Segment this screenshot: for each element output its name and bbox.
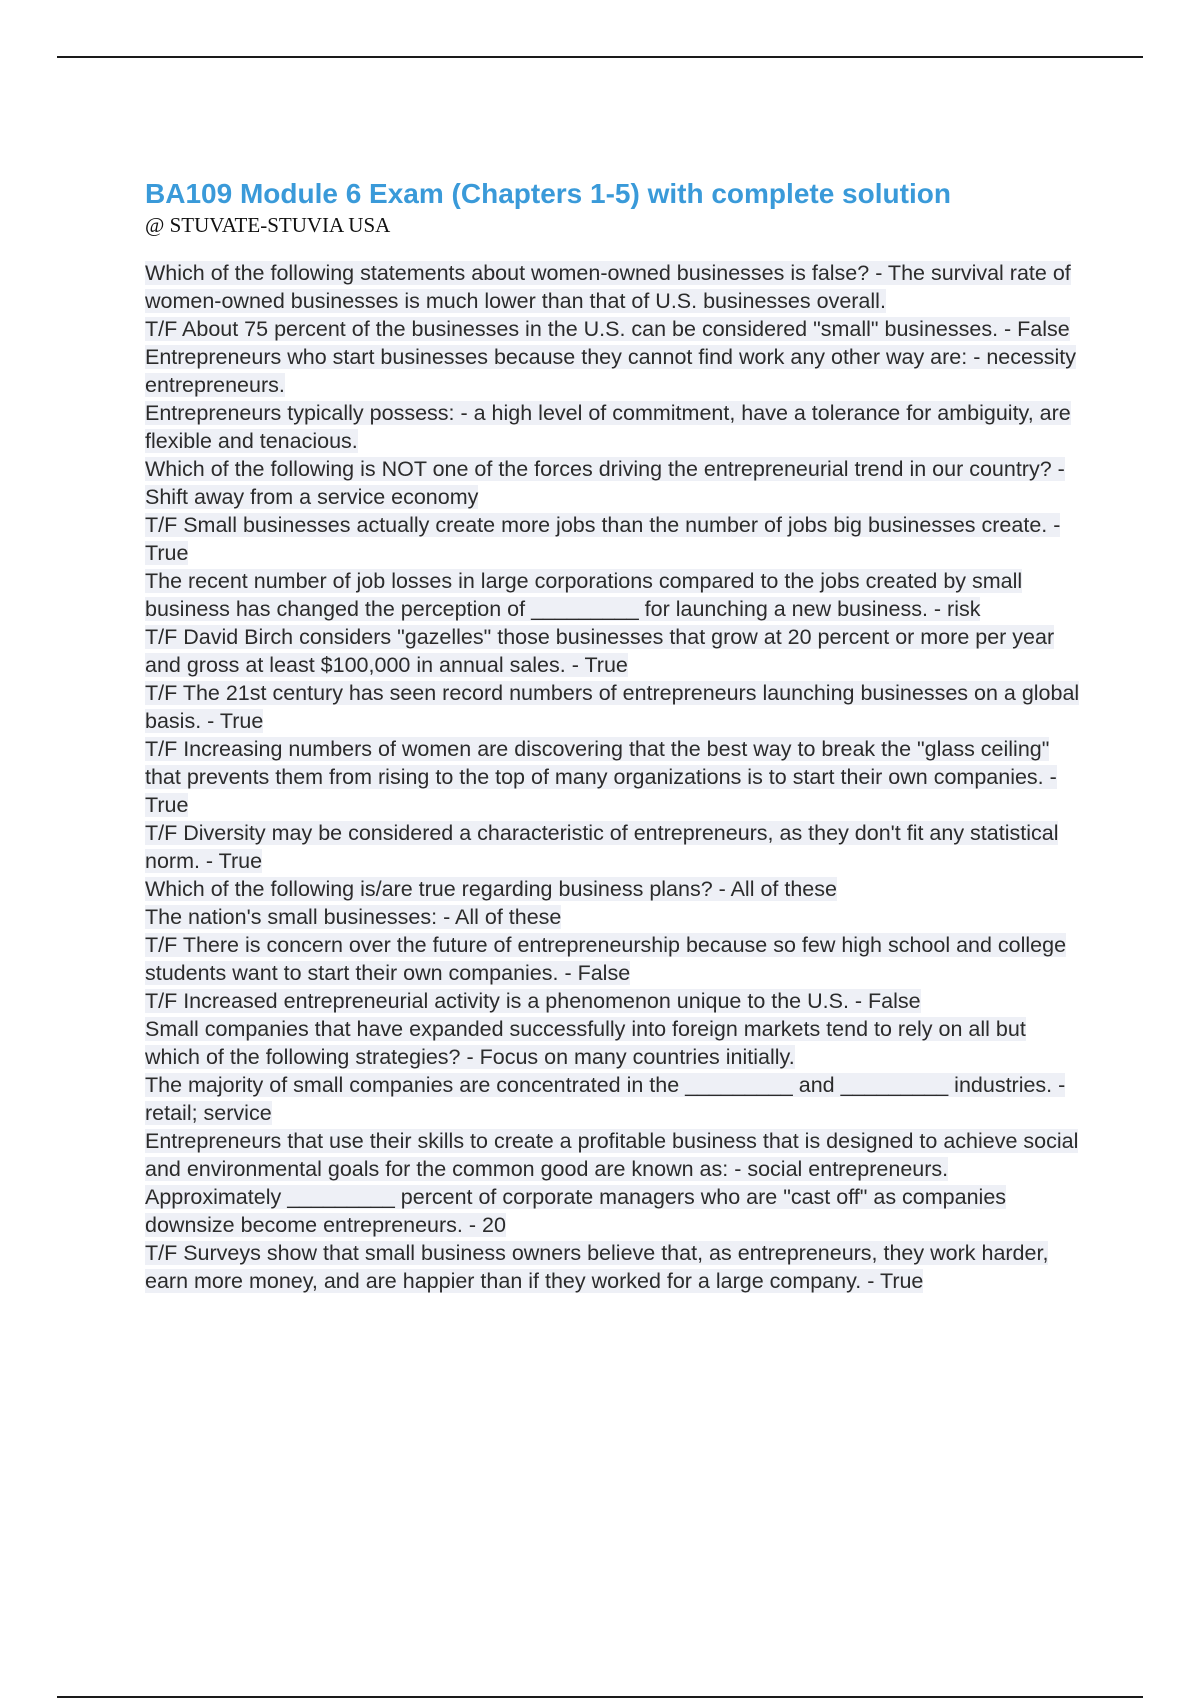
qa-item: T/F Small businesses actually create more jobs than the number of jobs big businesses create. - True (145, 513, 1061, 565)
document-body (145, 176, 1085, 1295)
qa-item: The recent number of job losses in large corporations compared to the jobs created by small business has changed the perception of _________ for launching a new business. - risk (145, 569, 1023, 621)
qa-item: Entrepreneurs who start businesses because they cannot find work any other way are: - necessity entrepreneurs. (145, 345, 1076, 397)
qa-item: Entrepreneurs that use their skills to create a profitable business that is designed to achieve social and environmental goals for the common good are known as: - social entrepreneurs. (145, 1129, 1079, 1181)
qa-item: T/F The 21st century has seen record numbers of entrepreneurs launching businesses on a global basis. - True (145, 681, 1080, 733)
qa-item: T/F Diversity may be considered a characteristic of entrepreneurs, as they don't fit any statistical norm. - True (145, 821, 1059, 873)
qa-item: T/F Increasing numbers of women are discovering that the best way to break the "glass ceiling" that prevents them from rising to the top of many organizations is to start their own companies. - True (145, 737, 1057, 817)
document-subtitle: @ STUVATE-STUVIA USA (145, 213, 391, 237)
qa-item: T/F David Birch considers "gazelles" those businesses that grow at 20 percent or more per year and gross at least $100,000 in annual sales. - True (145, 625, 1055, 677)
qa-item: The nation's small businesses: - All of these (145, 905, 562, 929)
qa-item: T/F About 75 percent of the businesses in the U.S. can be considered "small" businesses. - False (145, 317, 1070, 341)
top-rule (57, 56, 1143, 58)
qa-item: T/F Increased entrepreneurial activity is a phenomenon unique to the U.S. - False (145, 989, 921, 1013)
qa-item: Entrepreneurs typically possess: - a high level of commitment, have a tolerance for ambiguity, are flexible and tenacious. (145, 401, 1071, 453)
qa-item: The majority of small companies are concentrated in the _________ and _________ industries. - retail; service (145, 1073, 1066, 1125)
qa-item: Approximately _________ percent of corporate managers who are "cast off" as companies downsize become entrepreneurs. - 20 (145, 1185, 1007, 1237)
qa-item: Small companies that have expanded successfully into foreign markets tend to rely on all but which of the following strategies? - Focus on many countries initially. (145, 1017, 1026, 1069)
document-title: BA109 Module 6 Exam (Chapters 1-5) with complete solution (145, 178, 951, 209)
qa-item: Which of the following statements about women-owned businesses is false? - The survival rate of women-owned businesses is much lower than that of U.S. businesses overall. (145, 261, 1071, 313)
qa-item: T/F Surveys show that small business owners believe that, as entrepreneurs, they work harder, earn more money, and are happier than if they worked for a large company. - True (145, 1241, 1049, 1293)
bottom-rule (57, 1696, 1143, 1698)
qa-list (145, 259, 1085, 1295)
qa-item: Which of the following is NOT one of the forces driving the entrepreneurial trend in our country? - Shift away from a service economy (145, 457, 1065, 509)
qa-item: T/F There is concern over the future of entrepreneurship because so few high school and college students want to start their own companies. - False (145, 933, 1067, 985)
qa-item: Which of the following is/are true regarding business plans? - All of these (145, 877, 837, 901)
